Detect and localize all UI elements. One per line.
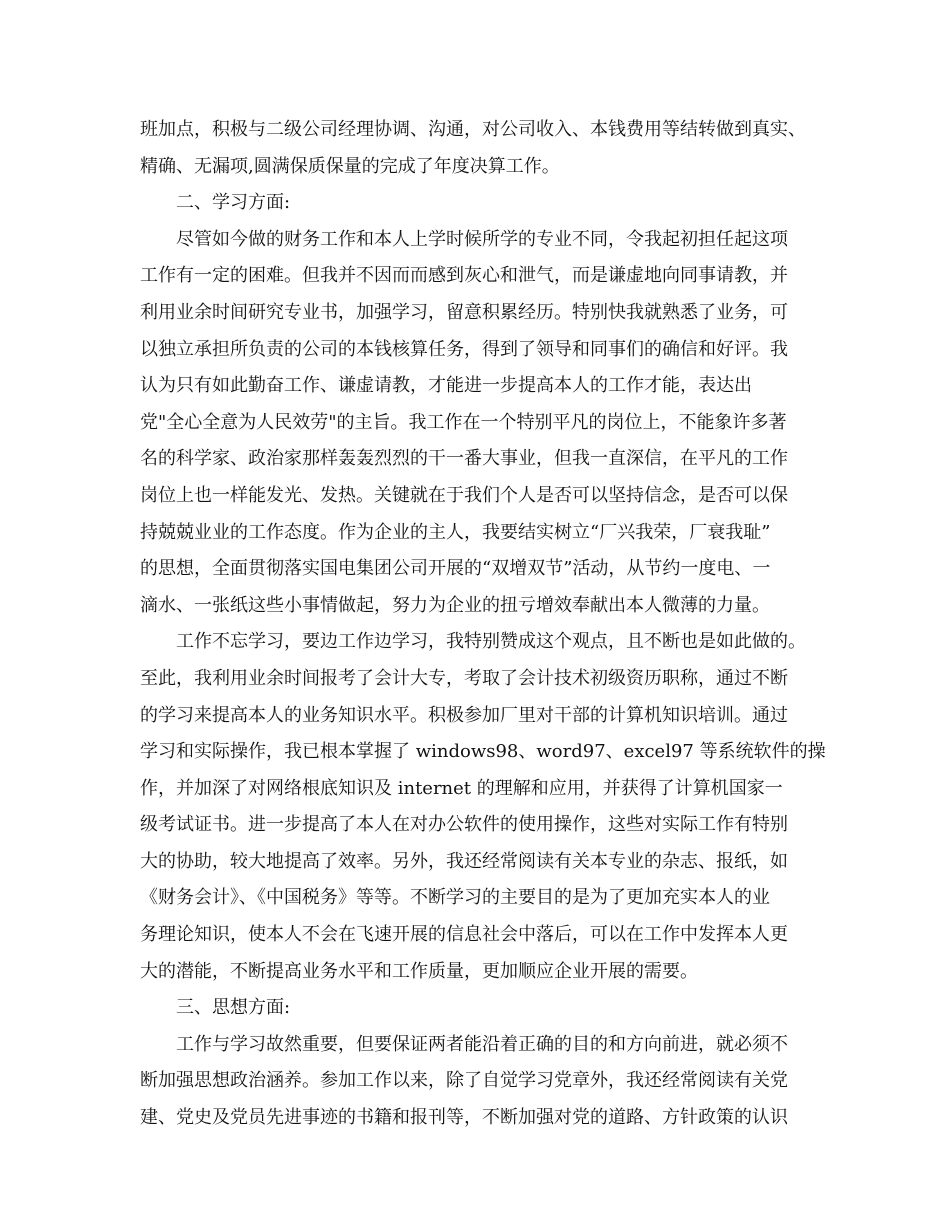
text-line: 以独立承担所负责的公司的本钱核算任务，得到了领导和同事们的确信和好评。我 <box>140 338 788 360</box>
text-line: 务理论知识，使本人不会在飞速开展的信息社会中落后，可以在工作中发挥本人更 <box>140 924 788 946</box>
section-heading: 三、思想方面: <box>176 997 291 1019</box>
text-line: 的学习来提高本人的业务知识水平。积极参加厂里对干部的计算机知识培训。通过 <box>140 704 788 726</box>
text-line: 尽管如今做的财务工作和本人上学时候所学的专业不同，令我起初担任起这项 <box>176 228 788 250</box>
section-heading: 二、学习方面: <box>176 192 291 214</box>
text-line: 持兢兢业业的工作态度。作为企业的主人，我要结实树立“厂兴我荣，厂衰我耻” <box>140 521 771 543</box>
text-line: 认为只有如此勤奋工作、谦虚请教，才能进一步提高本人的工作才能，表达出 <box>140 375 752 397</box>
text-line: 党"全心全意为人民效劳"的主旨。我工作在一个特别平凡的岗位上，不能象许多著 <box>140 411 787 433</box>
text-line: 名的科学家、政治家那样轰轰烈烈的干一番大事业，但我一直深信，在平凡的工作 <box>140 448 788 470</box>
text-line: 至此，我利用业余时间报考了会计大专，考取了会计技术初级资历职称，通过不断 <box>140 667 788 689</box>
text-line: 岗位上也一样能发光、发热。关键就在于我们个人是否可以坚持信念，是否可以保 <box>140 484 788 506</box>
text-line: 滴水、一张纸这些小事情做起，努力为企业的扭亏增效奉献出本人微薄的力量。 <box>140 594 770 616</box>
text-line: 班加点，积极与二级公司经理协调、沟通，对公司收入、本钱费用等结转做到真实、 <box>140 119 806 140</box>
text-line: 工作与学习故然重要，但要保证两者能沿着正确的目的和方向前进，就必须不 <box>176 1033 788 1055</box>
text-line: 利用业余时间研究专业书，加强学习，留意积累经历。特别快我就熟悉了业务，可 <box>140 301 788 323</box>
text-line: 精确、无漏项,圆满保质保量的完成了年度决算工作。 <box>140 155 560 177</box>
text-line: 学习和实际操作，我已根本掌握了 windows98、word97、excel97 等系统软件的操 <box>140 741 826 763</box>
text-line: 建、党史及党员先进事迹的书籍和报刊等，不断加强对党的道路、方针政策的认识 <box>140 1107 788 1129</box>
document-body <box>140 112 830 1137</box>
text-line: 作，并加深了对网络根底知识及 internet 的理解和应用，并获得了计算机国家一 <box>140 777 783 799</box>
text-line: 断加强思想政治涵养。参加工作以来，除了自觉学习党章外，我还经常阅读有关党 <box>140 1070 788 1092</box>
text-line: 工作不忘学习，要边工作边学习，我特别赞成这个观点，且不断也是如此做的。 <box>176 631 806 653</box>
text-line: 《财务会计》、《中国税务》等等。不断学习的主要目的是为了更加充实本人的业 <box>140 887 770 909</box>
text-line: 工作有一定的困难。但我并不因而而感到灰心和泄气，而是谦虚地向同事请教，并 <box>140 265 788 287</box>
text-line: 大的协助，较大地提高了效率。另外，我还经常阅读有关本专业的杂志、报纸，如 <box>140 850 788 872</box>
text-line: 级考试证书。进一步提高了本人在对办公软件的使用操作，这些对实际工作有特别 <box>140 814 788 836</box>
text-line: 大的潜能，不断提高业务水平和工作质量，更加顺应企业开展的需要。 <box>140 960 698 982</box>
text-line: 的思想，全面贯彻落实国电集团公司开展的“双增双节”活动，从节约一度电、一 <box>140 558 771 580</box>
